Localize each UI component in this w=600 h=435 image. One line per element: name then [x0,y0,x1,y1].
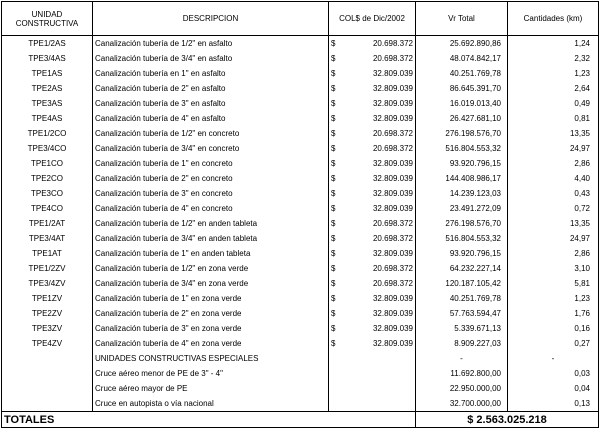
table-row [2,126,599,141]
col-price-cell [329,246,416,261]
col-price-value: 32.809.039 [372,98,413,108]
unit-cell: TPE4AS [2,111,93,126]
unit-cell: TPE2CO [2,171,93,186]
total-value-cell: 276.198.576,70 [416,216,508,231]
header-unit: UNIDAD CONSTRUCTIVA [2,2,93,36]
col-price-value: 32.809.039 [372,83,413,93]
quantity-cell: 1,76 [508,306,599,321]
description-cell: Canalización tubería de 3" en zona verde [93,321,329,336]
unit-cell [2,381,93,396]
total-value-cell: 25.692.890,86 [416,36,508,52]
currency-sign: $ [331,308,336,318]
total-value-cell: 32.700.000,00 [416,396,508,412]
unit-cell: TPE3ZV [2,321,93,336]
table-row [2,81,599,96]
table-row [2,216,599,231]
col-price-value: 20.698.372 [372,38,413,48]
currency-sign: $ [331,248,336,258]
description-cell: Canalización tubería de 1" en zona verde [93,291,329,306]
description-cell: Canalización tubería de 1/2" en concreto [93,126,329,141]
quantity-cell: 0,16 [508,321,599,336]
table-row [2,141,599,156]
col-price-cell [329,351,416,366]
col-price-value: 32.809.039 [372,308,413,318]
col-price-value: 32.809.039 [372,293,413,303]
col-price-value: 20.698.372 [372,53,413,63]
description-cell: Cruce aéreo menor de PE de 3" - 4" [93,366,329,381]
currency-sign: $ [331,158,336,168]
description-cell: Cruce en autopista o vía nacional [93,396,329,412]
total-value-cell: 16.019.013,40 [416,96,508,111]
unit-cell: TPE1/2AT [2,216,93,231]
header-quantity: Cantidades (km) [508,2,599,36]
col-price-cell [329,171,416,186]
total-value-cell: 40.251.769,78 [416,291,508,306]
quantity-cell: 0,03 [508,366,599,381]
table-row [2,381,599,396]
currency-sign: $ [331,38,336,48]
quantity-cell: 2,86 [508,156,599,171]
description-cell: Canalización tubería de 1" en concreto [93,156,329,171]
quantity-cell: 3,10 [508,261,599,276]
quantity-cell: 1,23 [508,291,599,306]
description-cell: Canalización tubería de 1/2" en asfalto [93,36,329,52]
col-price-value: 20.698.372 [372,218,413,228]
unit-cell: TPE4CO [2,201,93,216]
currency-sign: $ [331,293,336,303]
total-value-cell: 26.427.681,10 [416,111,508,126]
col-price-cell [329,396,416,412]
col-price-cell [329,261,416,276]
description-cell: Canalización tubería de 2" en zona verde [93,306,329,321]
currency-sign: $ [331,68,336,78]
table-row [2,201,599,216]
quantity-cell: 13,35 [508,126,599,141]
quantity-cell: 0,81 [508,111,599,126]
col-price-value: 32.809.039 [372,68,413,78]
currency-sign: $ [331,128,336,138]
col-price-cell [329,186,416,201]
description-cell: Canalización tubería de 1" en anden tableta [93,246,329,261]
col-price-cell [329,336,416,351]
total-value-cell: 516.804.553,32 [416,141,508,156]
quantity-cell: 1,23 [508,66,599,81]
totals-label: TOTALES [2,412,416,428]
total-value-cell: 48.074.842,17 [416,51,508,66]
cost-table [1,1,599,428]
total-value-cell: 120.187.105,42 [416,276,508,291]
quantity-cell: 0,72 [508,201,599,216]
total-value-cell: 23.491.272,09 [416,201,508,216]
currency-sign: $ [331,53,336,63]
description-cell: Canalización tubería de 3" en concreto [93,186,329,201]
description-cell: Canalización tubería de 2" en concreto [93,171,329,186]
unit-cell: TPE1AS [2,66,93,81]
quantity-cell: 0,27 [508,336,599,351]
total-value-cell: 144.408.986,17 [416,171,508,186]
unit-cell: TPE1AT [2,246,93,261]
unit-cell: TPE3AS [2,96,93,111]
col-price-cell [329,51,416,66]
col-price-value: 32.809.039 [372,248,413,258]
unit-cell: TPE3/4ZV [2,276,93,291]
col-price-cell [329,156,416,171]
description-cell: Canalización tubería de 3/4" en zona verde [93,276,329,291]
unit-cell: TPE1CO [2,156,93,171]
quantity-cell: 2,32 [508,51,599,66]
unit-cell: TPE3/4AT [2,231,93,246]
total-value-cell: 276.198.576,70 [416,126,508,141]
total-value-cell: 516.804.553,32 [416,231,508,246]
currency-sign: $ [331,233,336,243]
quantity-cell: 2,86 [508,246,599,261]
table-row [2,351,599,366]
quantity-cell: 0,13 [508,396,599,412]
table-body [2,36,599,412]
table-row [2,96,599,111]
col-price-value: 20.698.372 [372,143,413,153]
table-row [2,321,599,336]
table-row [2,186,599,201]
col-price-cell [329,96,416,111]
col-price-value: 32.809.039 [372,323,413,333]
quantity-cell: 0,04 [508,381,599,396]
unit-cell: TPE2ZV [2,306,93,321]
description-cell: Canalización tubería de 1/2" en zona verde [93,261,329,276]
table-row [2,111,599,126]
col-price-cell [329,231,416,246]
col-price-cell [329,291,416,306]
col-price-value: 32.809.039 [372,203,413,213]
quantity-cell: 24,97 [508,231,599,246]
description-cell: Canalización tubería de 2" en asfalto [93,81,329,96]
col-price-value: 32.809.039 [372,158,413,168]
col-price-cell [329,306,416,321]
currency-sign: $ [331,143,336,153]
total-value-cell: 64.232.227,14 [416,261,508,276]
unit-cell: TPE2AS [2,81,93,96]
col-price-cell [329,381,416,396]
quantity-cell: - [508,351,599,366]
col-price-cell [329,111,416,126]
col-price-value: 20.698.372 [372,263,413,273]
quantity-cell: 2,64 [508,81,599,96]
col-price-cell [329,126,416,141]
table-row [2,231,599,246]
table-row [2,171,599,186]
description-cell: Canalización tubería en 1" en asfalto [93,66,329,81]
table-row [2,261,599,276]
col-price-cell [329,201,416,216]
total-value-cell: 14.239.123,03 [416,186,508,201]
description-cell: Canalización tubería de 4" en zona verde [93,336,329,351]
header-col-price: COL$ de Dic/2002 [329,2,416,36]
currency-sign: $ [331,203,336,213]
total-value-cell: 86.645.391,70 [416,81,508,96]
col-price-cell [329,141,416,156]
quantity-cell: 5,81 [508,276,599,291]
header-description: DESCRIPCION [93,2,329,36]
col-price-value: 32.809.039 [372,113,413,123]
currency-sign: $ [331,173,336,183]
description-cell: UNIDADES CONSTRUCTIVAS ESPECIALES [93,351,329,366]
currency-sign: $ [331,263,336,273]
header-row [2,2,599,36]
currency-sign: $ [331,218,336,228]
col-price-value: 32.809.039 [372,338,413,348]
col-price-cell [329,366,416,381]
unit-cell: TPE3/4AS [2,51,93,66]
table-row [2,276,599,291]
table-row [2,36,599,52]
unit-cell [2,351,93,366]
col-price-value: 20.698.372 [372,128,413,138]
totals-row [2,412,599,428]
table-row [2,51,599,66]
quantity-cell: 24,97 [508,141,599,156]
table-row [2,396,599,412]
col-price-cell [329,276,416,291]
col-price-value: 32.809.039 [372,188,413,198]
total-value-cell: 57.763.594,47 [416,306,508,321]
quantity-cell: 0,43 [508,186,599,201]
table-row [2,306,599,321]
total-value-cell: 8.909.227,03 [416,336,508,351]
total-value-cell: 93.920.796,15 [416,246,508,261]
currency-sign: $ [331,188,336,198]
unit-cell: TPE3/4CO [2,141,93,156]
unit-cell: TPE1/2AS [2,36,93,52]
table-row [2,366,599,381]
total-value-cell: 93.920.796,15 [416,156,508,171]
header-total-value: Vr Total [416,2,508,36]
quantity-cell: 13,35 [508,216,599,231]
col-price-value: 32.809.039 [372,173,413,183]
table-row [2,66,599,81]
unit-cell: TPE3CO [2,186,93,201]
description-cell: Canalización tubería de 3/4" en asfalto [93,51,329,66]
table-row [2,336,599,351]
unit-cell [2,366,93,381]
description-cell: Canalización tubería de 4" en concreto [93,201,329,216]
table-row [2,156,599,171]
description-cell: Canalización tubería de 4" en asfalto [93,111,329,126]
table-row [2,246,599,261]
currency-sign: $ [331,98,336,108]
total-value-cell: 40.251.769,78 [416,66,508,81]
total-value-cell: 11.692.800,00 [416,366,508,381]
description-cell: Canalización tubería de 3/4" en anden tableta [93,231,329,246]
quantity-cell: 4,40 [508,171,599,186]
currency-sign: $ [331,83,336,93]
currency-sign: $ [331,338,336,348]
quantity-cell: 1,24 [508,36,599,52]
currency-sign: $ [331,323,336,333]
description-cell: Canalización tubería de 3/4" en concreto [93,141,329,156]
description-cell: Canalización tubería de 1/2" en anden tableta [93,216,329,231]
total-value-cell: 5.339.671,13 [416,321,508,336]
table-row [2,291,599,306]
unit-cell: TPE4ZV [2,336,93,351]
col-price-cell [329,321,416,336]
col-price-value: 20.698.372 [372,278,413,288]
unit-cell: TPE1/2CO [2,126,93,141]
totals-value: $ 2.563.025.218 [416,412,599,428]
col-price-cell [329,66,416,81]
total-value-cell: 22.950.000,00 [416,381,508,396]
col-price-value: 20.698.372 [372,233,413,243]
description-cell: Canalización tubería de 3" en asfalto [93,96,329,111]
col-price-cell [329,36,416,52]
currency-sign: $ [331,113,336,123]
quantity-cell: 0,49 [508,96,599,111]
unit-cell: TPE1/2ZV [2,261,93,276]
col-price-cell [329,216,416,231]
unit-cell: TPE1ZV [2,291,93,306]
total-value-cell: - [416,351,508,366]
unit-cell [2,396,93,412]
col-price-cell [329,81,416,96]
description-cell: Cruce aéreo mayor de PE [93,381,329,396]
currency-sign: $ [331,278,336,288]
